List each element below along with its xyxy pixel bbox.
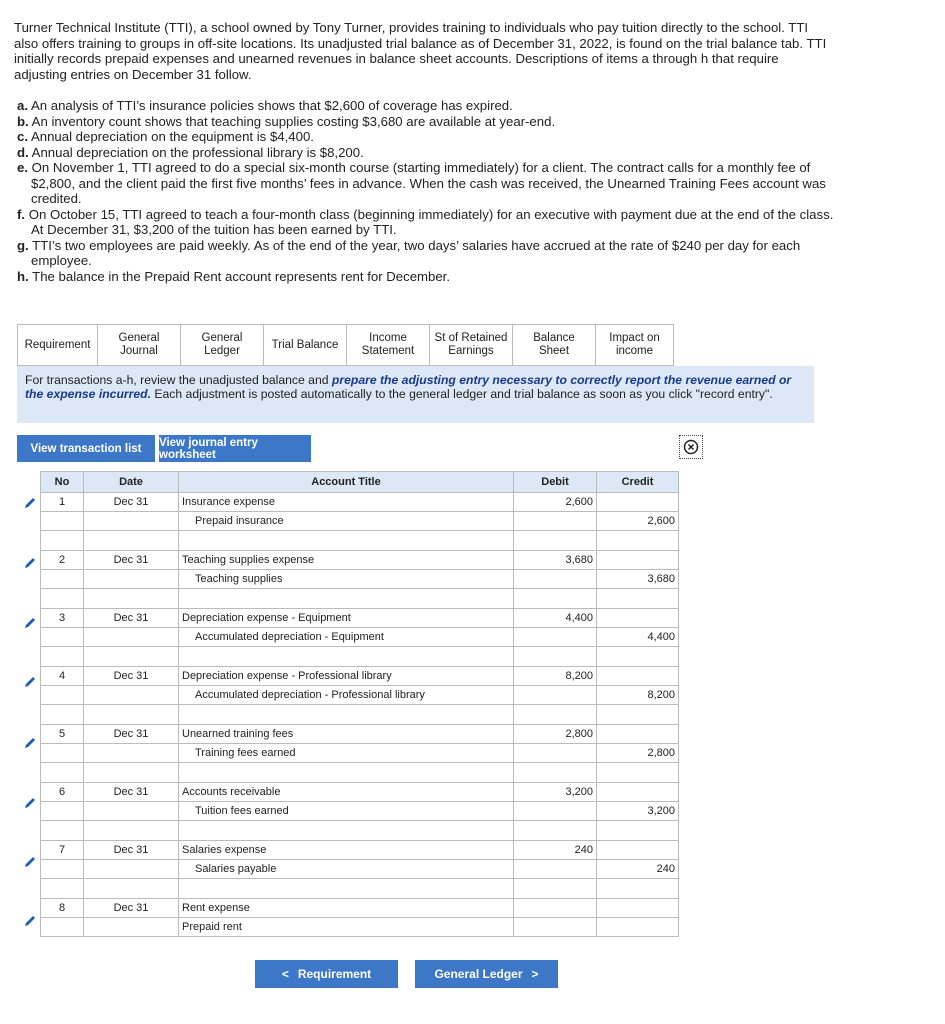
table-row: Training fees earned 2,800: [41, 744, 679, 763]
table-row: Accumulated depreciation - Equipment 4,400: [41, 628, 679, 647]
tab-income-statement[interactable]: Income Statement: [346, 324, 429, 366]
item-f: f. On October 15, TTI agreed to teach a four-month class (beginning immediately) for an executive with payment due at the end of the class. At December 31, $3,200 of the tuition has been earned by TTI.: [17, 206, 834, 237]
table-row: Salaries payable 240: [41, 860, 679, 879]
header-account-title: Account Title: [179, 472, 514, 493]
header-credit: Credit: [597, 472, 679, 493]
edit-entry-8-pencil-icon[interactable]: [23, 914, 37, 928]
table-row: 7 Dec 31 Salaries expense 240: [41, 841, 679, 860]
table-row: Tuition fees earned 3,200: [41, 802, 679, 821]
item-b: b. An inventory count shows that teaching supplies costing $3,680 are available at year-end.: [17, 113, 556, 129]
header-no: No: [41, 472, 84, 493]
edit-entry-1-pencil-icon[interactable]: [23, 496, 37, 510]
header-debit: Debit: [514, 472, 597, 493]
journal-table: [40, 471, 679, 937]
table-row: 8 Dec 31 Rent expense: [41, 899, 679, 918]
prev-requirement-button[interactable]: < Requirement: [255, 960, 398, 988]
tab-retained-earnings[interactable]: St of Retained Earnings: [429, 324, 512, 366]
edit-entry-4-pencil-icon[interactable]: [23, 675, 37, 689]
table-row: 5 Dec 31 Unearned training fees 2,800: [41, 725, 679, 744]
table-row: 1 Dec 31 Insurance expense 2,600: [41, 493, 679, 512]
table-row: Accumulated depreciation - Professional library 8,200: [41, 686, 679, 705]
tab-general-journal[interactable]: General Journal: [97, 324, 180, 366]
tab-impact-on-income[interactable]: Impact on income: [595, 324, 674, 366]
item-h: h. The balance in the Prepaid Rent account represents rent for December.: [17, 268, 451, 284]
edit-entry-2-pencil-icon[interactable]: [23, 556, 37, 570]
item-d: d. Annual depreciation on the professional library is $8,200.: [17, 144, 364, 160]
tab-requirement[interactable]: Requirement: [17, 324, 97, 366]
edit-entry-7-pencil-icon[interactable]: [23, 855, 37, 869]
tab-trial-balance[interactable]: Trial Balance: [263, 324, 346, 366]
table-row: 3 Dec 31 Depreciation expense - Equipment 4,400: [41, 609, 679, 628]
table-row: Teaching supplies 3,680: [41, 570, 679, 589]
tab-balance-sheet[interactable]: Balance Sheet: [512, 324, 595, 366]
close-circle-icon: [683, 439, 699, 455]
table-row: Prepaid insurance 2,600: [41, 512, 679, 531]
table-header-row: [41, 472, 679, 493]
item-a: a. An analysis of TTI’s insurance policies shows that $2,600 of coverage has expired.: [17, 98, 513, 113]
header-date: Date: [84, 472, 179, 493]
table-row: Prepaid rent: [41, 918, 679, 937]
tab-general-ledger[interactable]: General Ledger: [180, 324, 263, 366]
tab-bar: [17, 324, 674, 366]
next-general-ledger-button[interactable]: General Ledger >: [415, 960, 558, 988]
edit-entry-3-pencil-icon[interactable]: [23, 616, 37, 630]
item-g: g. TTI’s two employees are paid weekly. As of the end of the year, two days’ salaries have accrued at the rate of $240 per day for each employee.: [17, 237, 801, 268]
problem-intro: Turner Technical Institute (TTI), a school owned by Tony Turner, provides training to individuals who pay tuition directly to the school. TTI also offers training to groups in off-site locations. Its unadjusted trial balance as of December 31, 2022, is found on the trial balance tab. TTI initially records prepaid expenses and unearned revenues in balance sheet accounts. Descriptions of items a through h that require adjusting entries on December 31 follow.: [14, 20, 827, 82]
edit-entry-6-pencil-icon[interactable]: [23, 796, 37, 810]
chevron-right-icon: >: [531, 967, 539, 981]
table-row: 4 Dec 31 Depreciation expense - Professional library 8,200: [41, 667, 679, 686]
close-circle-button[interactable]: [679, 435, 703, 459]
table-row: 2 Dec 31 Teaching supplies expense 3,680: [41, 551, 679, 570]
item-c: c. Annual depreciation on the equipment is $4,400.: [17, 129, 314, 144]
instruction-box: For transactions a-h, review the unadjusted balance and prepare the adjusting entry necessary to correctly report the revenue earned or the expense incurred. Each adjustment is posted automatically to the general ledger and trial balance as soon as you click "record entry".: [17, 366, 814, 423]
chevron-left-icon: <: [281, 967, 289, 981]
view-journal-entry-worksheet-button[interactable]: View journal entry worksheet: [159, 435, 311, 462]
item-e: e. On November 1, TTI agreed to do a special six-month course (starting immediately) for a client. The contract calls for a monthly fee of $2,800, and the client paid the first five months’ fees in advance. When the cash was received, the Unearned Training Fees account was credited.: [17, 160, 826, 206]
view-transaction-list-button[interactable]: View transaction list: [17, 435, 155, 462]
table-row: 6 Dec 31 Accounts receivable 3,200: [41, 783, 679, 802]
edit-entry-5-pencil-icon[interactable]: [23, 736, 37, 750]
adjustment-items: [17, 98, 837, 284]
